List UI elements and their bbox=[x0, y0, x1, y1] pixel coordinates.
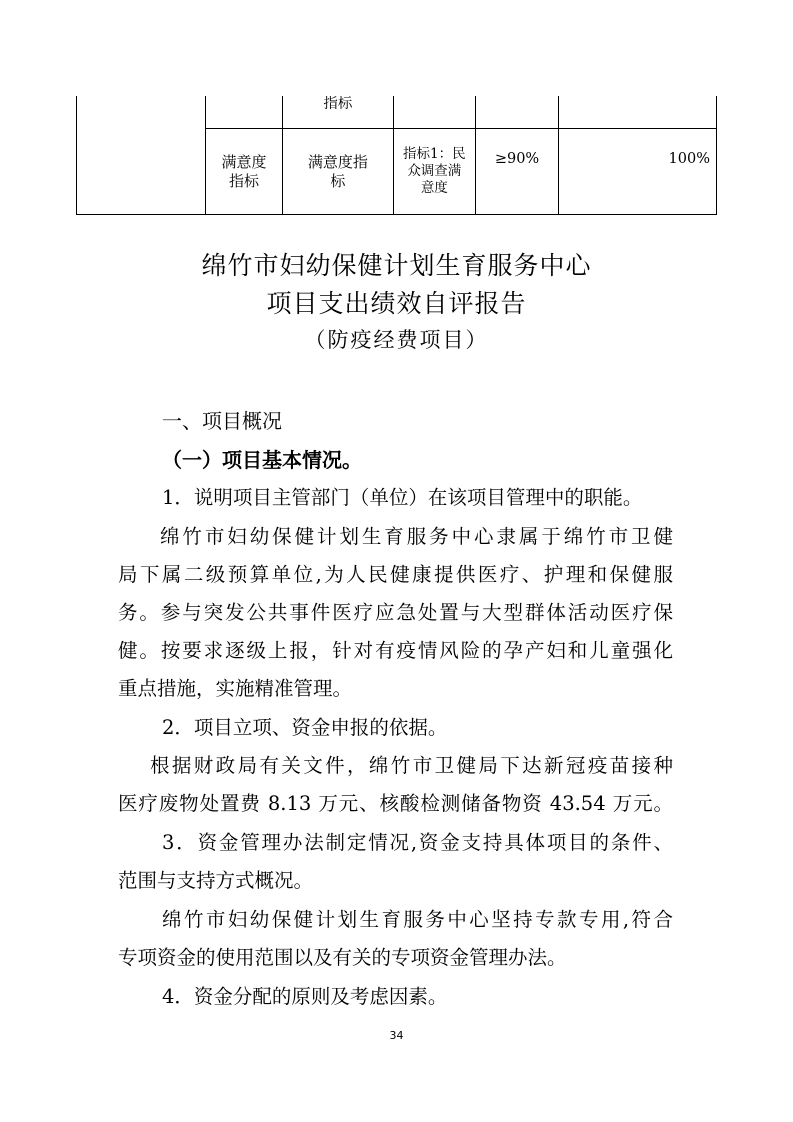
section-heading-1: 一、项目概况 bbox=[162, 409, 282, 433]
para1-line4: 健。按要求逐级上报，针对有疫情风险的孕产妇和儿童强化 bbox=[118, 639, 673, 662]
para3-line1: 绵竹市妇幼保健计划生育服务中心坚持专款专用,符合 bbox=[162, 908, 673, 931]
satisfaction-category: 满意度指标 bbox=[221, 152, 267, 190]
page-number: 34 bbox=[389, 1029, 404, 1042]
actual-value: 100% bbox=[668, 151, 710, 167]
table-row bbox=[77, 96, 717, 129]
table-cell bbox=[393, 96, 475, 129]
report-title-line2: 项目支出绩效自评报告 bbox=[266, 289, 527, 318]
para2-line2: 医疗废物处置费 8.13 万元、核酸检测储备物资 43.54 万元。 bbox=[118, 792, 673, 815]
item-3-heading-line1: 3．资金管理办法制定情况,资金支持具体项目的条件、 bbox=[162, 831, 673, 854]
indicator-name: 指标1：民众调查满意度 bbox=[403, 146, 466, 196]
table-cell bbox=[205, 96, 282, 129]
item-3-heading-line2: 范围与支持方式概况。 bbox=[118, 869, 314, 892]
para1-line3: 务。参与突发公共事件医疗应急处置与大型群体活动医疗保 bbox=[118, 601, 673, 624]
para2-line1: 根据财政局有关文件，绵竹市卫健局下达新冠疫苗接种 bbox=[150, 754, 673, 777]
satisfaction-subcategory: 满意度指标 bbox=[307, 152, 368, 190]
para1-line1: 绵竹市妇幼保健计划生育服务中心隶属于绵竹市卫健 bbox=[160, 525, 673, 548]
table-cell bbox=[475, 96, 558, 129]
table-cell bbox=[205, 129, 282, 215]
table-cell bbox=[283, 129, 394, 215]
item-1-heading: 1．说明项目主管部门（单位）在该项目管理中的职能。 bbox=[162, 486, 643, 509]
report-title-line1: 绵竹市妇幼保健计划生育服务中心 bbox=[201, 251, 592, 280]
table-cell bbox=[393, 129, 475, 215]
subsection-heading-1-1: （一）项目基本情况。 bbox=[162, 448, 362, 472]
table-cell-blank bbox=[77, 96, 206, 215]
indicator-label: 指标 bbox=[323, 96, 353, 112]
table-cell bbox=[475, 129, 558, 215]
report-subtitle: （防疫经费项目） bbox=[304, 328, 489, 352]
table-cell bbox=[283, 96, 394, 129]
para3-line2: 专项资金的使用范围以及有关的专项资金管理办法。 bbox=[118, 946, 567, 969]
table-cell bbox=[559, 96, 717, 129]
para1-line5: 重点措施，实施精准管理。 bbox=[118, 677, 353, 700]
target-value: ≥90% bbox=[494, 151, 540, 167]
performance-indicator-table bbox=[76, 96, 717, 215]
table-cell bbox=[559, 129, 717, 215]
item-2-heading: 2．项目立项、资金申报的依据。 bbox=[162, 716, 448, 739]
para1-line2: 局下属二级预算单位,为人民健康提供医疗、护理和保健服 bbox=[118, 563, 673, 586]
item-4-heading: 4．资金分配的原则及考虑因素。 bbox=[162, 985, 448, 1008]
